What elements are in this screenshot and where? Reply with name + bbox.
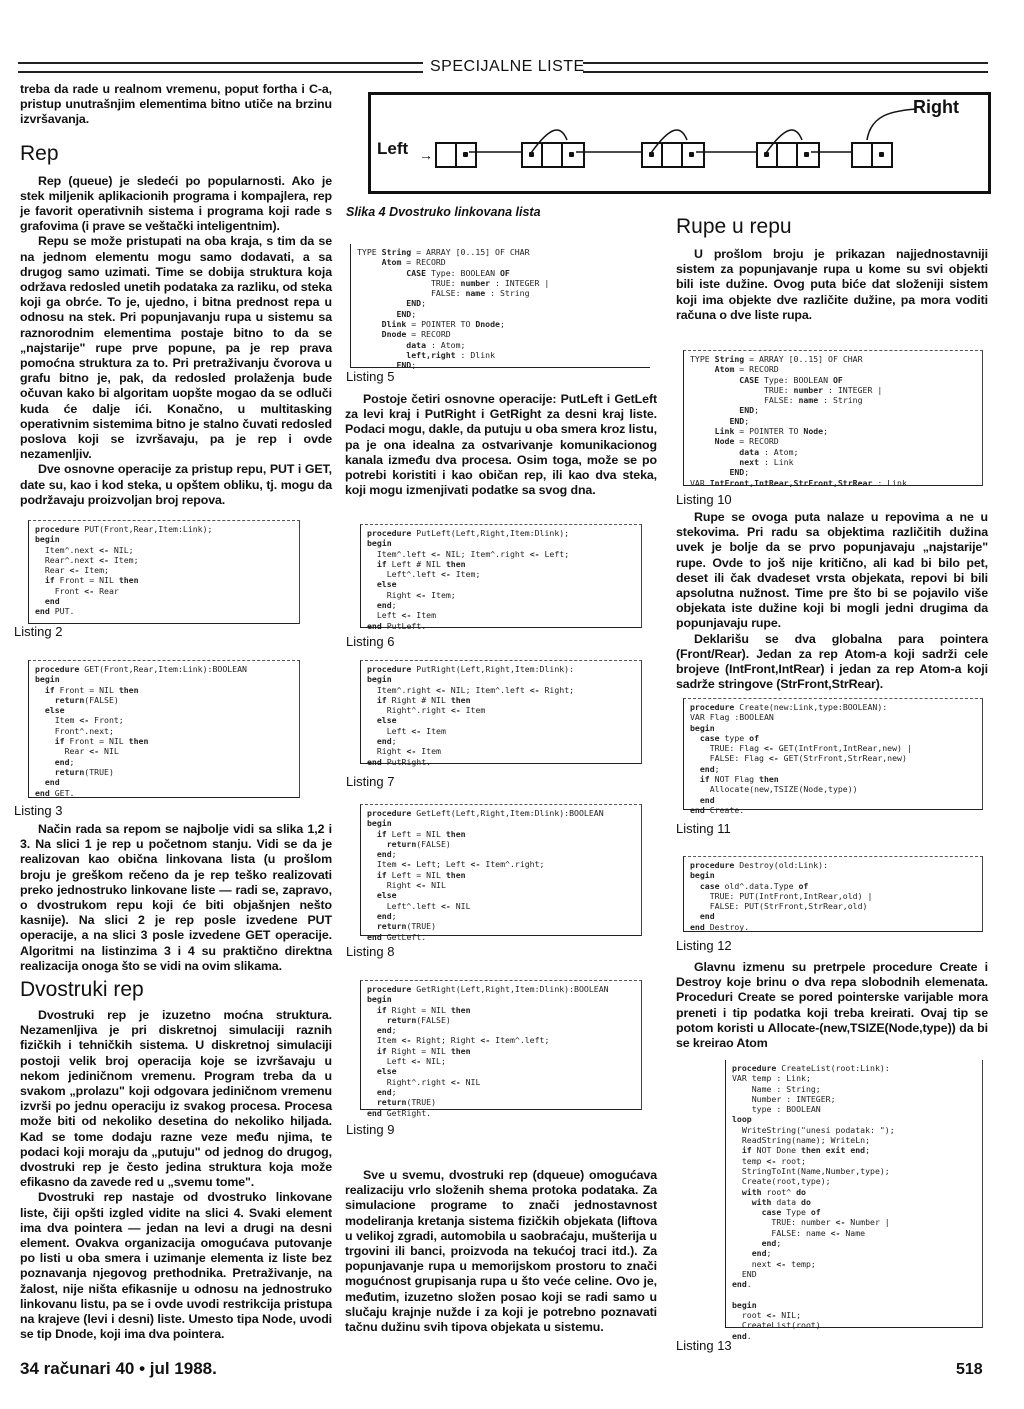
listing-6-code: procedure PutLeft(Left,Right,Item:Dlink); begin Item^.left <- NIL; Item^.right <- Left; if Left # NIL then Left^.left <- Item; else Right <- Item; end; Left <- Item end PutLeft. (360, 524, 642, 628)
page-number: 518 (956, 1361, 983, 1378)
rep-paragraph-2: Repu se može pristupati na oba kraja, s tim da se na jednom elementu mogu samo dodavati, a sa drugog samo uzimati. Time se dobija struktura koja održava redosled unetih podataka za razliku, od steka koji ga obrće. To je, ujedno, i bitna prednost repa u odnosu na stek. Pri popunjavanju rupa u sistemu sa raznorodnim elementima postaje bitno to da se „najstarije" rupe prve popune, pa je rep prava pomoćna struktura za to. Pri pretraživanju čvorova u grafu bitno je, pak, da redosled prolaženja bude očuvan kako bi algoritam uopšte mogao da se odluči kuda će dalje ići. Konačno, u multitasking operativnim sistemima bitno je stalno čuvati redosled poslova koji se izvršavaju, pa je rep i ovde nezamenljiv. (20, 234, 332, 462)
figure-right-label: Right (913, 97, 959, 117)
listing-12-code: procedure Destroy(old:Link): begin case old^.data.Type of TRUE: PUT(IntFront,IntRear,old) | FALSE: PUT(StrFront,StrRear,old) end end Destroy. (683, 856, 983, 932)
left-arrow: → (419, 147, 433, 163)
dvostruki-paragraph-2: Dvostruki rep nastaje od dvostruko linkovane liste, čiji opšti izgled vidite na slici 4. Svaki element ima dva pointera — jedan na levi a drugi na desni element. Ovakva organizacija omogućava putovanje po listi u oba smera i uzimanje elementa iz liste bez poznavanja njegovog prethodnika. Pretraživanje, na žalost, nije ništa efikasnije u odnosu na jednostruko linkovanu listu, pa se i ovde uvodi restrikcija pristupa na krajeve (levi i desni) liste. Umesto tipa Node, uvodi se tip Dnode, koji ima dva pointera. (20, 1190, 332, 1342)
listing-9-caption: Listing 9 (346, 1122, 395, 1137)
listing-2-code: procedure PUT(Front,Rear,Item:Link); begin Item^.next <- NIL; Rear^.next <- Item; Rear <- Item; if Front = NIL then Front <- Rear end end PUT. (28, 520, 300, 624)
intro-paragraph: treba da rade u realnom vremenu, poput fortha i C-a, pristup unutrašnjim elementima bitno utiče na brzinu izvršavanja. (20, 82, 332, 127)
middle-column-text-1 (345, 392, 657, 498)
figure-caption: Slika 4 Dvostruko linkovana lista (346, 205, 541, 219)
listing-10-code: TYPE String = ARRAY [0..15] OF CHAR Atom = RECORD CASE Type: BOOLEAN OF TRUE: number : INTEGER | FALSE: name : String END; END; Link = POINTER TO Node; Node = RECORD data : Atom; next : Link END; VAR IntFront,IntRear,StrFront,StrRear : Link (683, 350, 983, 486)
rep-paragraph-3: Dve osnovne operacije za pristup repu, PUT i GET, date su, kao i kod steka, u opštem obliku, tj. mogu da podržavaju proizvoljan broj repova. (20, 462, 332, 507)
operations-paragraph: Postoje četiri osnovne operacije: PutLeft i GetLeft za levi kraj i PutRight i GetRight za desni kraj liste. Podaci mogu, dakle, da putuju u oba smera kroz listu, pa je ona idealna za ostvarivanje komunikacionog kanala između dva procesa. Osim toga, može se po potrebi koristiti i kao običan rep, ili kao dva steka, koji mogu izmenjivati podatke sa svog dna. (345, 392, 657, 498)
left-column-lower (20, 822, 332, 1343)
listing-12-caption: Listing 12 (676, 938, 732, 953)
dvostruki-paragraph-1: Dvostruki rep je izuzetno moćna struktura. Nezamenljiva je pri diskretnoj simulaciji raznih fizičkih i tehničkih sistema. U diskretnoj simulaciji postoji velik broj operacija koje se izvršavaju u nekom jediničnom vremenu. Program treba da u svakom „prolazu" koji odgovara jediničnom vremenu izvrši po jednu operaciju iz svakog procesa. Procesa može biti od nekoliko desetina do nekoliko hiljada. Kad se tome dodaju razne veze među njima, te podaci koji moraju da „putuju" od jednog do drugog, dvostruki rep je često jedina struktura koja može efikasno da zavede red u „svemu tome". (20, 1008, 332, 1190)
rupe-paragraph-2: Rupe se ovoga puta nalaze u repovima a ne u stekovima. Pri radu sa objektima različitih dužina uvek je bolje da se prvo popunjavaju „najstarije" rupe. Ovde to još nije kritično, ali kad bi bilo pet, deset ili čak dvadeset vrsta objekata, repovi bi bili apsolutna nužnost. Time pre što bi se pojavilo više objekata iste dužine koji bi mogli jedni drugima da popunjavaju rupe. (676, 510, 988, 631)
listing-7-caption: Listing 7 (346, 774, 395, 789)
footer-issue: 34 računari 40 • jul 1988. (20, 1359, 217, 1378)
right-column-middle (676, 510, 988, 692)
listing-3-caption: Listing 3 (14, 803, 63, 818)
rupe-paragraph-3: Deklarišu se dva globalna para pointera (Front/Rear). Jedan za rep Atom-a koji sadrži cele brojeve (IntFront,IntRear) i jedan za rep Atom-a koji sadrže stringove (StrFront,StrRear). (676, 631, 988, 692)
listing-11-code: procedure Create(new:Link,type:BOOLEAN): VAR Flag :BOOLEAN begin case type of TRUE: Flag <- GET(IntFront,IntRear,new) | FALSE: Flag <- GET(StrFront,StrRear,new) end; if NOT Flag then Allocate(new,TSIZE(Node,type)) end end Create. (683, 698, 983, 810)
listing-13-caption: Listing 13 (676, 1338, 732, 1353)
right-column-lower (676, 960, 988, 1051)
listing-9-code: procedure GetRight(Left,Right,Item:Dlink):BOOLEAN begin if Right = NIL then return(FALSE) end; Item <- Right; Right <- Item^.left; if Right = NIL then Left <- NIL; else Right^.right <- NIL end; return(TRUE) end GetRight. (360, 980, 642, 1110)
listing-7-code: procedure PutRight(Left,Right,Item:Dlink): begin Item^.right <- NIL; Item^.left <- Right; if Right # NIL then Right^.right <- Item else Left <- Item end; Right <- Item end PutRight. (360, 660, 642, 764)
listing-2-caption: Listing 2 (14, 624, 63, 639)
listing-10-caption: Listing 10 (676, 492, 732, 507)
right-column-upper (676, 215, 988, 323)
left-column (20, 82, 332, 508)
figure-arrows (371, 95, 982, 185)
header-rule-right (583, 62, 988, 73)
header-rule-left (18, 62, 423, 73)
rupe-heading: Rupe u repu (676, 215, 792, 238)
rep-heading: Rep (20, 141, 59, 165)
queue-figures-paragraph: Način rada sa repom se najbolje vidi sa slika 1,2 i 3. Na slici 1 je rep u početnom stanju. Vidi se da je realizovan kao obična linkovana lista (u prošlom broju je greškom rečeno da je rep teško realizovati preko jednostruko linkovane liste — radi se, zapravo, o dvostrukom repu koji će biti objašnjen nešto kasnije). Na slici 2 je rep posle izvedene PUT operacije, a na slici 3 posle izvedene GET operacije. Algoritmi na listinzima 3 i 4 su praktično direktna realizacija onoga što se vidi na ovim slikama. (20, 822, 332, 973)
listing-5-code: TYPE String = ARRAY [0..15] OF CHAR Atom = RECORD CASE Type: BOOLEAN OF TRUE: number : INTEGER | FALSE: name : String END; END; Dlink = POINTER TO Dnode; Dnode = RECORD data : Atom; left,right : Dlink END; (350, 244, 650, 368)
listing-8-caption: Listing 8 (346, 944, 395, 959)
rupe-paragraph-1: U prošlom broju je prikazan najjednostavniji sistem za popunjavanje rupa u kome su svi objekti bili iste dužine. Ovog puta biće dat složeniji sistem koji ima objekte dve različite dužine, pa mora voditi računa o dve liste rupa. (676, 247, 988, 322)
listing-3-code: procedure GET(Front,Rear,Item:Link):BOOLEAN begin if Front = NIL then return(FALSE) else Item <- Front; Front^.next; if Front = NIL then Rear <- NIL end; return(TRUE) end end GET. (28, 660, 300, 798)
rupe-paragraph-4: Glavnu izmenu su pretrpele procedure Create i Destroy koje brinu o dva repa slobodnih elemenata. Proceduri Create se pored pointerske varijable mora preneti i tip podatka koji treba kreirati. Ovaj tip se potom koristi u Allocate-(new,TSIZE(Node,type)) da bi se kreirao Atom (676, 960, 988, 1051)
dvostruki-heading: Dvostruki rep (20, 978, 144, 1002)
middle-column-text-2 (345, 1168, 657, 1335)
rep-paragraph-1: Rep (queue) je sledeći po popularnosti. Ako je stek miljenik aplikacionih programa i kompajlera, rep je favorit operativnih sistema i programa koji rade s grafovima (i prave se veštački inteligentnim). (20, 173, 332, 234)
listing-8-code: procedure GetLeft(Left,Right,Item:Dlink):BOOLEAN begin if Left = NIL then return(FALSE) end; Item <- Left; Left <- Item^.right; if Left = NIL then Right <- NIL else Left^.left <- NIL end; return(TRUE) end GetLeft. (360, 804, 642, 936)
section-title: SPECIJALNE LISTE (430, 58, 585, 75)
listing-5-caption: Listing 5 (346, 369, 395, 384)
dqueue-paragraph: Sve u svemu, dvostruki rep (dqueue) omogućava realizaciju vrlo složenih shema protoka podataka. Za simulacione programe to znači jednostavnost modeliranja kretanja sistema fizičkih objekata (liftova u velikoj zgradi, automobila u saobraćaju, mušterija u trgovini ili banci, proizvoda na tekućoj traci itd.). Za popunjavanje rupa u memorijskom prostoru to znači mogućnost grupisanja rupa u što veće celine. Ovo je, međutim, izuzetno složen posao koji se radi samo u slučaju krajnje nužde i za koji je potrebno poznavati tačnu dužinu svih tipova objekata u sistemu. (345, 1168, 657, 1335)
listing-6-caption: Listing 6 (346, 634, 395, 649)
figure-left-label: Left (377, 139, 409, 158)
listing-11-caption: Listing 11 (676, 821, 731, 836)
listing-13-code: procedure CreateList(root:Link): VAR temp : Link; Name : String; Number : INTEGER; type : BOOLEAN loop WriteString("unesi podatak: "); ReadString(name); WriteLn; if NOT Done then exit end; temp <- root; StringToInt(Name,Number,type); Create(root,type); with root^ do with data do case Type of TRUE: number <- Number | FALSE: name <- Name end; end; next <- temp; END end. begin root <- NIL; CreateList(root) end. (725, 1060, 983, 1328)
figure-doubly-linked-list (368, 92, 991, 194)
